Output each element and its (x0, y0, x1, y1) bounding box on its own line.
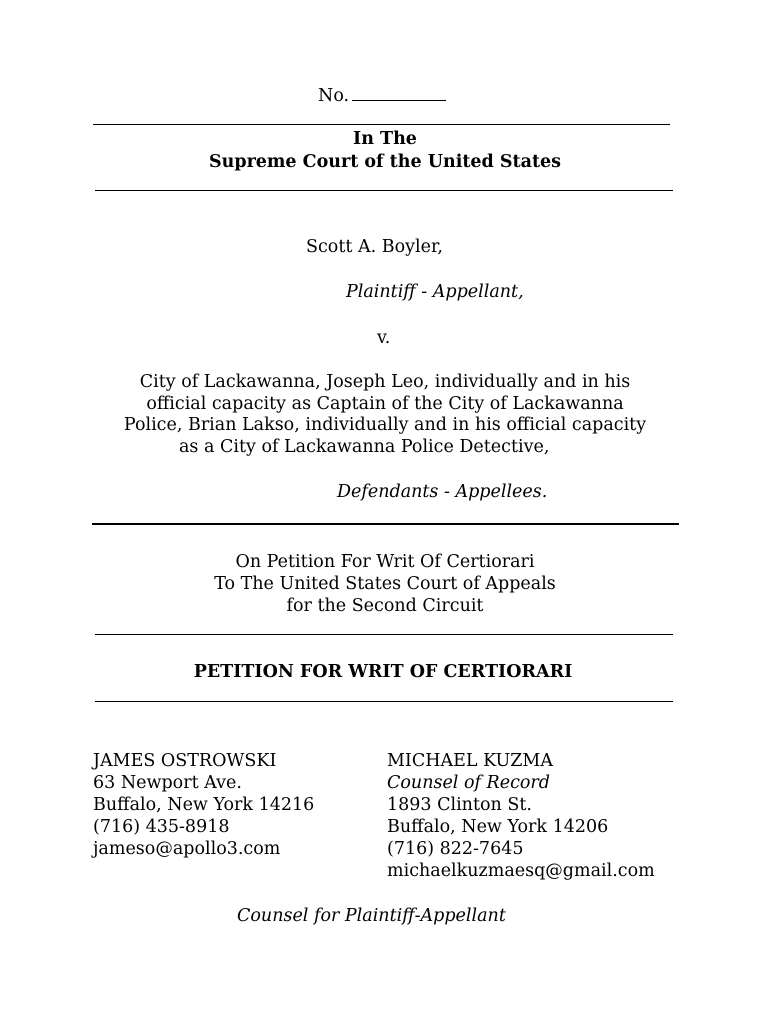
counsel-right-role: Counsel of Record (387, 773, 550, 793)
docket-number (318, 85, 446, 107)
divider-origin (95, 634, 673, 635)
divider-court (95, 190, 673, 191)
counsel-right-address: 1893 Clinton St. (387, 795, 532, 815)
divider-thick (92, 523, 679, 525)
defendants-line-2: official capacity as Captain of the City of Lackawanna (146, 394, 624, 414)
docket-label: No. (318, 86, 350, 106)
footer-counsel-for: Counsel for Plaintiff-Appellant (237, 906, 506, 926)
counsel-left-city: Buffalo, New York 14216 (93, 795, 315, 815)
counsel-left-phone: (716) 435-8918 (93, 817, 230, 837)
versus: v. (377, 328, 391, 348)
plaintiff-name: Scott A. Boyler, (306, 237, 443, 257)
origin-line-3: for the Second Circuit (286, 596, 484, 616)
defendants-line-1: City of Lackawanna, Joseph Leo, individually and in his (139, 372, 631, 392)
counsel-left-name: JAMES OSTROWSKI (93, 751, 277, 771)
defendants-role: Defendants - Appellees. (337, 482, 548, 502)
court-line-1: In The (353, 129, 417, 149)
counsel-left-email: jameso@apollo3.com (93, 839, 281, 859)
plaintiff-role: Plaintiff - Appellant, (346, 282, 524, 302)
counsel-right-name: MICHAEL KUZMA (387, 751, 553, 771)
divider-top (93, 124, 670, 125)
court-line-2: Supreme Court of the United States (208, 152, 562, 172)
counsel-right-city: Buffalo, New York 14206 (387, 817, 609, 837)
counsel-right-email: michaelkuzmaesq@gmail.com (387, 861, 655, 881)
defendants-line-3: Police, Brian Lakso, individually and in his official capacity (123, 415, 647, 435)
document-title: PETITION FOR WRIT OF CERTIORARI (193, 662, 573, 682)
divider-title (95, 701, 673, 702)
origin-line-1: On Petition For Writ Of Certiorari (235, 552, 535, 572)
origin-line-2: To The United States Court of Appeals (214, 574, 556, 594)
counsel-left-address: 63 Newport Ave. (93, 773, 242, 793)
docket-blank (352, 86, 446, 101)
defendants-line-4: as a City of Lackawanna Police Detective, (179, 437, 550, 457)
counsel-right-phone: (716) 822-7645 (387, 839, 524, 859)
